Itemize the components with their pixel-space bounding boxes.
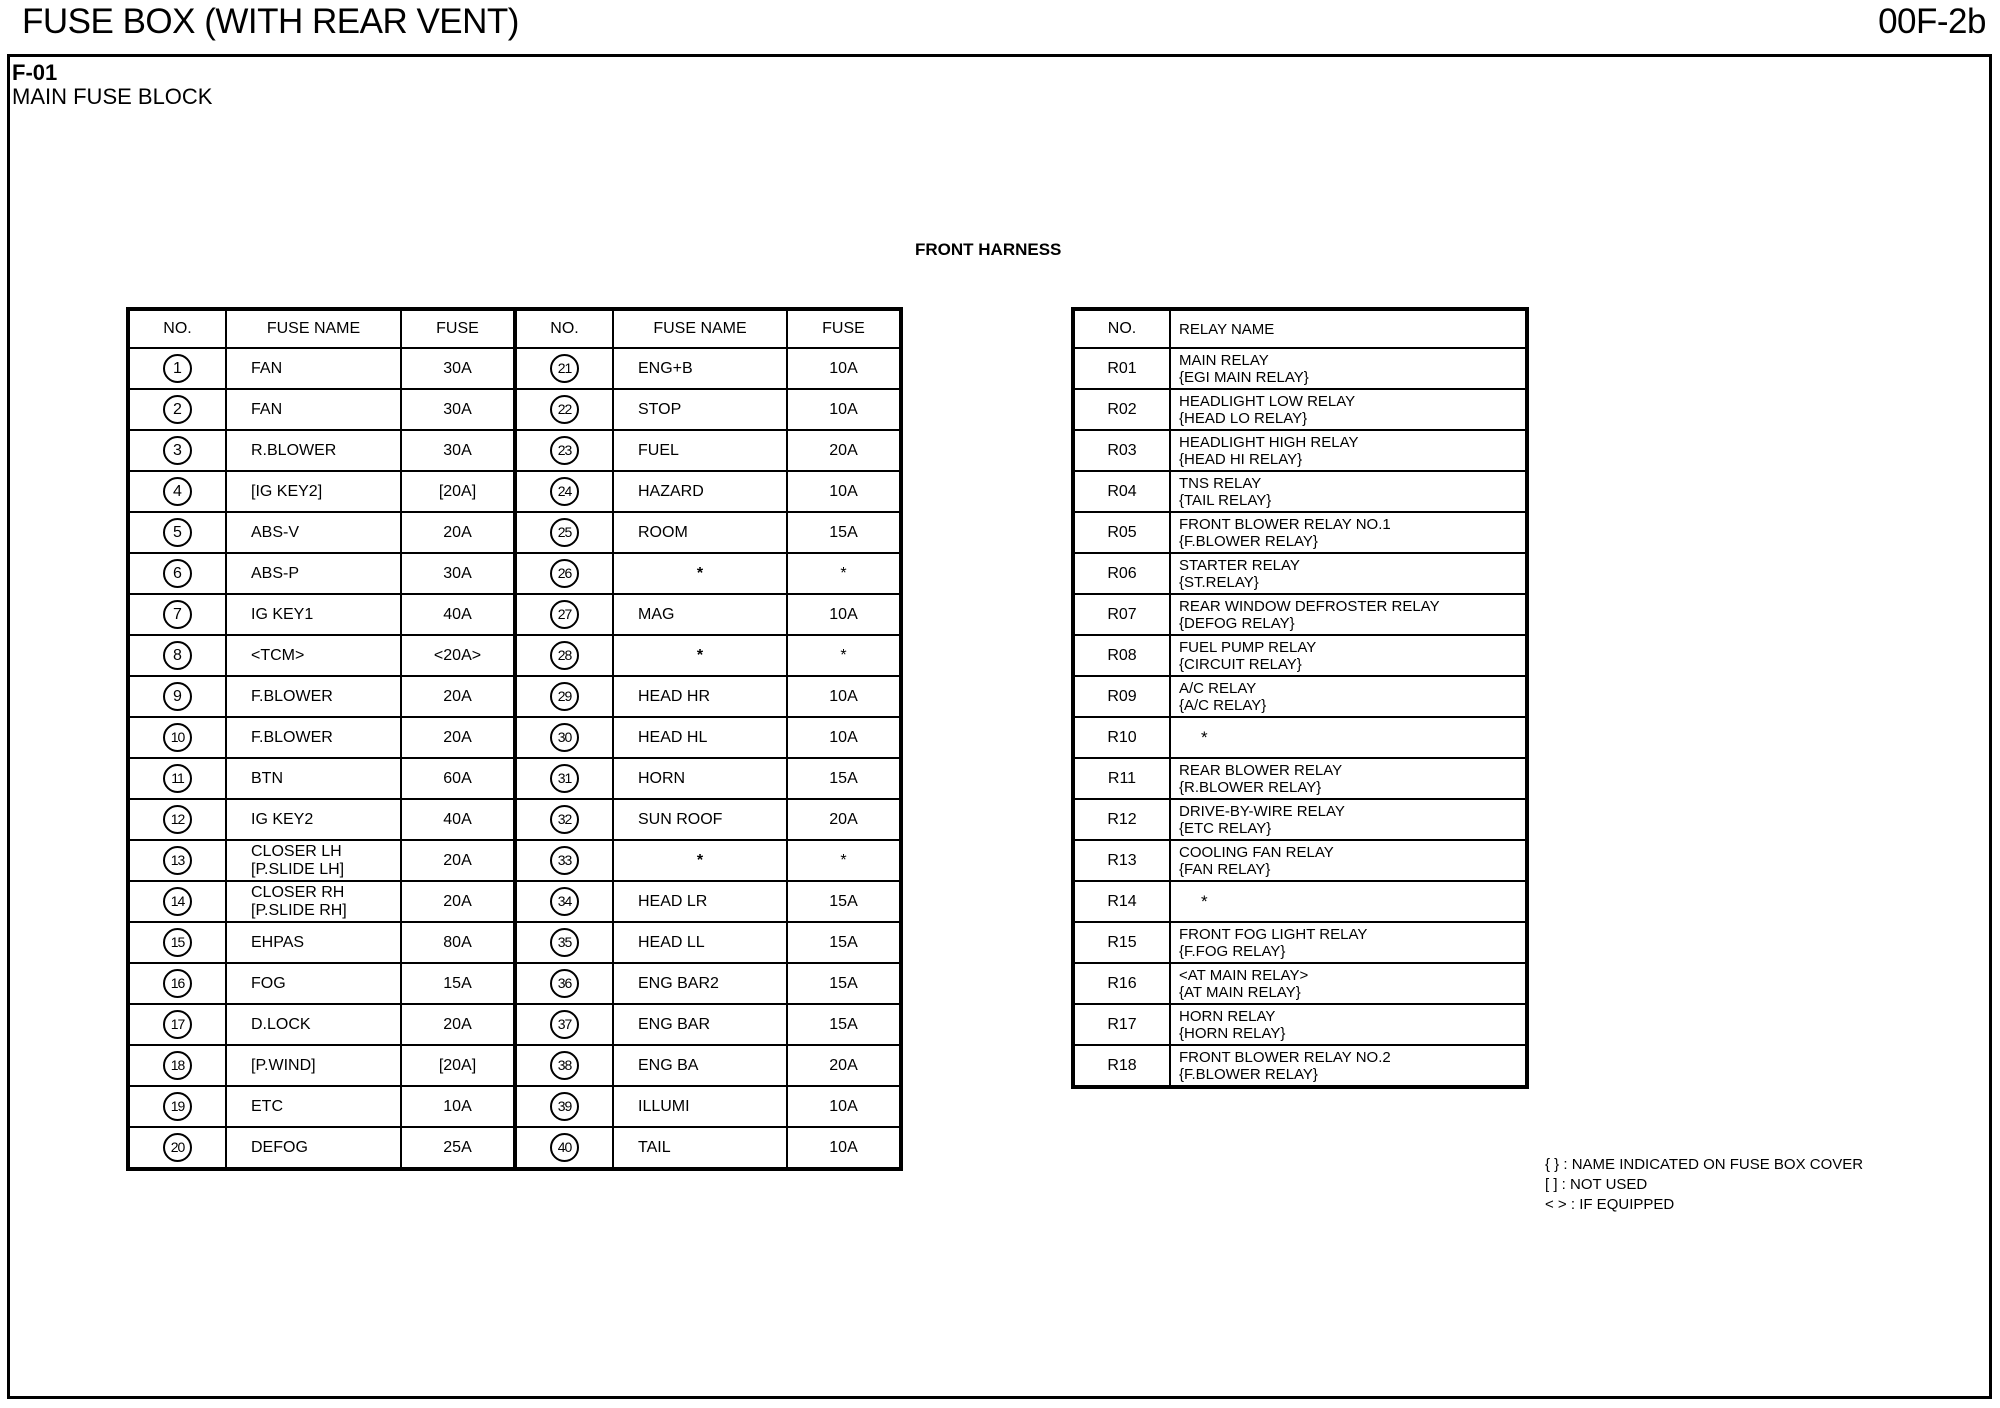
fuse-name: SUN ROOF bbox=[613, 799, 787, 840]
legend-item-brackets: [ ] : NOT USED bbox=[1545, 1176, 1648, 1193]
fuse-name: IG KEY1 bbox=[251, 605, 314, 623]
relay-cover-name: {F.FOG RELAY} bbox=[1179, 942, 1286, 960]
fuse-amperage: * bbox=[787, 840, 901, 881]
relay-name: TNS RELAY bbox=[1179, 474, 1262, 492]
relay-name: DRIVE-BY-WIRE RELAY bbox=[1179, 802, 1345, 820]
fuse-number: 19 bbox=[163, 1092, 192, 1121]
fuse-amperage: 10A bbox=[787, 348, 901, 389]
relay-row bbox=[1073, 1045, 1527, 1087]
fuse-amperage: 10A bbox=[787, 471, 901, 512]
fuse-name: <TCM> bbox=[251, 646, 305, 664]
fuse-name: HAZARD bbox=[613, 471, 787, 512]
fuse-number: 34 bbox=[550, 887, 579, 916]
fuse-number: 4 bbox=[163, 477, 192, 506]
relay-row bbox=[1073, 512, 1527, 553]
fuse-amperage: 15A bbox=[787, 512, 901, 553]
header-fuse: FUSE bbox=[787, 309, 901, 348]
header-fuse-name: FUSE NAME bbox=[226, 309, 401, 348]
fuse-name: ILLUMI bbox=[613, 1086, 787, 1127]
fuse-amperage: 10A bbox=[787, 1127, 901, 1169]
relay-row bbox=[1073, 389, 1527, 430]
fuse-number: 26 bbox=[550, 559, 579, 588]
relay-number: R02 bbox=[1073, 389, 1170, 430]
fuse-number: 35 bbox=[550, 928, 579, 957]
fuse-name: DEFOG bbox=[251, 1138, 308, 1156]
relay-number: R01 bbox=[1073, 348, 1170, 389]
fuse-row bbox=[128, 963, 901, 1004]
fuse-row bbox=[128, 389, 901, 430]
fuse-number: 37 bbox=[550, 1010, 579, 1039]
relay-cover-name: {EGI MAIN RELAY} bbox=[1179, 368, 1309, 386]
fuse-amperage: 30A bbox=[401, 389, 515, 430]
relay-row bbox=[1073, 635, 1527, 676]
fuse-name: HEAD LL bbox=[613, 922, 787, 963]
relay-number: R18 bbox=[1073, 1045, 1170, 1087]
fuse-amperage: 40A bbox=[401, 594, 515, 635]
fuse-name: CLOSER LH bbox=[251, 842, 342, 860]
fuse-number: 20 bbox=[163, 1133, 192, 1162]
fuse-number: 9 bbox=[163, 682, 192, 711]
fuse-amperage: 20A bbox=[787, 1045, 901, 1086]
relay-number: R16 bbox=[1073, 963, 1170, 1004]
relay-row bbox=[1073, 594, 1527, 635]
relay-table-header bbox=[1073, 309, 1527, 348]
relay-name: FRONT FOG LIGHT RELAY bbox=[1179, 925, 1368, 943]
fuse-amperage: <20A> bbox=[401, 635, 515, 676]
fuse-number: 30 bbox=[550, 723, 579, 752]
fuse-number: 8 bbox=[163, 641, 192, 670]
fuse-name: ROOM bbox=[613, 512, 787, 553]
fuse-name: BTN bbox=[251, 769, 283, 787]
relay-number: R08 bbox=[1073, 635, 1170, 676]
fuse-amperage: 25A bbox=[401, 1127, 515, 1169]
relay-cover-name: {DEFOG RELAY} bbox=[1179, 614, 1295, 632]
relay-number: R11 bbox=[1073, 758, 1170, 799]
fuse-amperage: [20A] bbox=[401, 471, 515, 512]
fuse-row bbox=[128, 635, 901, 676]
relay-number: R03 bbox=[1073, 430, 1170, 471]
fuse-name: FOG bbox=[251, 974, 286, 992]
fuse-number: 12 bbox=[163, 805, 192, 834]
relay-cover-name: {CIRCUIT RELAY} bbox=[1179, 655, 1302, 673]
relay-name: REAR WINDOW DEFROSTER RELAY bbox=[1179, 597, 1440, 615]
relay-number: R09 bbox=[1073, 676, 1170, 717]
fuse-name: F.BLOWER bbox=[251, 728, 333, 746]
fuse-amperage: 10A bbox=[787, 389, 901, 430]
header-fuse: FUSE bbox=[401, 309, 515, 348]
relay-number: R06 bbox=[1073, 553, 1170, 594]
fuse-number: 11 bbox=[163, 764, 192, 793]
relay-number: R14 bbox=[1073, 881, 1170, 922]
fuse-name: * bbox=[613, 840, 787, 881]
relay-name: REAR BLOWER RELAY bbox=[1179, 761, 1343, 779]
fuse-row bbox=[128, 1004, 901, 1045]
relay-name: HEADLIGHT LOW RELAY bbox=[1179, 392, 1356, 410]
header-relay-no: NO. bbox=[1073, 309, 1170, 348]
relay-name: * bbox=[1170, 717, 1527, 758]
relay-name: FUEL PUMP RELAY bbox=[1179, 638, 1317, 656]
fuse-number: 5 bbox=[163, 518, 192, 547]
relay-cover-name: {F.BLOWER RELAY} bbox=[1179, 1065, 1318, 1083]
fuse-row bbox=[128, 1045, 901, 1086]
fuse-number: 38 bbox=[550, 1051, 579, 1080]
relay-row bbox=[1073, 553, 1527, 594]
fuse-number: 7 bbox=[163, 600, 192, 629]
fuse-table-header bbox=[128, 309, 901, 348]
fuse-number: 14 bbox=[163, 887, 192, 916]
relay-cover-name: {HEAD HI RELAY} bbox=[1179, 450, 1303, 468]
fuse-number: 22 bbox=[550, 395, 579, 424]
fuse-name: ENG BA bbox=[613, 1045, 787, 1086]
fuse-number: 29 bbox=[550, 682, 579, 711]
fuse-amperage: 20A bbox=[401, 881, 515, 922]
fuse-number: 6 bbox=[163, 559, 192, 588]
fuse-number: 24 bbox=[550, 477, 579, 506]
fuse-row bbox=[128, 717, 901, 758]
relay-name: HORN RELAY bbox=[1179, 1007, 1276, 1025]
fuse-name: FAN bbox=[251, 359, 283, 377]
fuse-name: ENG BAR bbox=[613, 1004, 787, 1045]
fuse-name: HORN bbox=[613, 758, 787, 799]
fuse-amperage: 60A bbox=[401, 758, 515, 799]
fuse-name: ABS-P bbox=[251, 564, 300, 582]
fuse-amperage: * bbox=[787, 553, 901, 594]
relay-row bbox=[1073, 676, 1527, 717]
fuse-name: HEAD LR bbox=[613, 881, 787, 922]
fuse-amperage: 15A bbox=[787, 881, 901, 922]
relay-number: R13 bbox=[1073, 840, 1170, 881]
relay-cover-name: {HORN RELAY} bbox=[1179, 1024, 1286, 1042]
relay-name: COOLING FAN RELAY bbox=[1179, 843, 1334, 861]
fuse-name: HEAD HR bbox=[613, 676, 787, 717]
fuse-amperage: 30A bbox=[401, 348, 515, 389]
fuse-row bbox=[128, 881, 901, 922]
section-id: F-01 bbox=[12, 60, 58, 85]
relay-row bbox=[1073, 471, 1527, 512]
fuse-row bbox=[128, 676, 901, 717]
fuse-amperage: 15A bbox=[787, 963, 901, 1004]
fuse-name: TAIL bbox=[613, 1127, 787, 1169]
relay-number: R04 bbox=[1073, 471, 1170, 512]
relay-number: R15 bbox=[1073, 922, 1170, 963]
relay-name: HEADLIGHT HIGH RELAY bbox=[1179, 433, 1359, 451]
fuse-name: MAG bbox=[613, 594, 787, 635]
fuse-number: 1 bbox=[163, 354, 192, 383]
fuse-amperage: 10A bbox=[787, 1086, 901, 1127]
fuse-amperage: 20A bbox=[787, 799, 901, 840]
fuse-name-alt: [P.SLIDE LH] bbox=[251, 860, 345, 878]
relay-number: R12 bbox=[1073, 799, 1170, 840]
fuse-amperage: 15A bbox=[401, 963, 515, 1004]
relay-row bbox=[1073, 922, 1527, 963]
fuse-row bbox=[128, 348, 901, 389]
fuse-amperage: 20A bbox=[401, 676, 515, 717]
fuse-name: FUEL bbox=[613, 430, 787, 471]
fuse-number: 31 bbox=[550, 764, 579, 793]
relay-cover-name: {TAIL RELAY} bbox=[1179, 491, 1272, 509]
fuse-name: R.BLOWER bbox=[251, 441, 337, 459]
fuse-name: ETC bbox=[251, 1097, 283, 1115]
fuse-name: ENG BAR2 bbox=[613, 963, 787, 1004]
fuse-amperage: 15A bbox=[787, 922, 901, 963]
fuse-amperage: 10A bbox=[787, 594, 901, 635]
fuse-name: IG KEY2 bbox=[251, 810, 314, 828]
fuse-number: 17 bbox=[163, 1010, 192, 1039]
fuse-number: 15 bbox=[163, 928, 192, 957]
fuse-row bbox=[128, 471, 901, 512]
fuse-name: D.LOCK bbox=[251, 1015, 311, 1033]
fuse-row bbox=[128, 922, 901, 963]
header-no: NO. bbox=[128, 309, 226, 348]
relay-row bbox=[1073, 881, 1527, 922]
relay-cover-name: {FAN RELAY} bbox=[1179, 860, 1271, 878]
fuse-number: 10 bbox=[163, 723, 192, 752]
fuse-amperage: 20A bbox=[401, 717, 515, 758]
fuse-amperage: 20A bbox=[401, 840, 515, 881]
fuse-amperage: 15A bbox=[787, 758, 901, 799]
fuse-amperage: * bbox=[787, 635, 901, 676]
fuse-name: HEAD HL bbox=[613, 717, 787, 758]
legend bbox=[1545, 1155, 1863, 1215]
fuse-number: 13 bbox=[163, 846, 192, 875]
fuse-number: 40 bbox=[550, 1133, 579, 1162]
fuse-number: 23 bbox=[550, 436, 579, 465]
fuse-amperage: 20A bbox=[401, 1004, 515, 1045]
fuse-name: * bbox=[613, 553, 787, 594]
relay-name: A/C RELAY bbox=[1179, 679, 1257, 697]
fuse-name: [IG KEY2] bbox=[251, 482, 323, 500]
relay-cover-name: {ETC RELAY} bbox=[1179, 819, 1272, 837]
fuse-row bbox=[128, 1086, 901, 1127]
relay-number: R17 bbox=[1073, 1004, 1170, 1045]
fuse-amperage: 10A bbox=[787, 717, 901, 758]
fuse-row bbox=[128, 512, 901, 553]
relay-row bbox=[1073, 758, 1527, 799]
legend-item-braces: { } : NAME INDICATED ON FUSE BOX COVER bbox=[1545, 1156, 1864, 1173]
fuse-amperage: 30A bbox=[401, 553, 515, 594]
fuse-amperage: [20A] bbox=[401, 1045, 515, 1086]
fuse-number: 32 bbox=[550, 805, 579, 834]
header-relay-name: RELAY NAME bbox=[1170, 309, 1527, 348]
relay-name: <AT MAIN RELAY> bbox=[1179, 966, 1309, 984]
fuse-amperage: 20A bbox=[401, 512, 515, 553]
fuse-number: 2 bbox=[163, 395, 192, 424]
relay-name: FRONT BLOWER RELAY NO.2 bbox=[1179, 1048, 1391, 1066]
fuse-name: ENG+B bbox=[613, 348, 787, 389]
fuse-number: 28 bbox=[550, 641, 579, 670]
fuse-row bbox=[128, 840, 901, 881]
relay-name: * bbox=[1170, 881, 1527, 922]
fuse-row bbox=[128, 594, 901, 635]
relay-name: MAIN RELAY bbox=[1179, 351, 1269, 369]
fuse-number: 18 bbox=[163, 1051, 192, 1080]
header-fuse-name: FUSE NAME bbox=[613, 309, 787, 348]
relay-cover-name: {AT MAIN RELAY} bbox=[1179, 983, 1301, 1001]
relay-number: R10 bbox=[1073, 717, 1170, 758]
relay-name: STARTER RELAY bbox=[1179, 556, 1300, 574]
relay-row bbox=[1073, 1004, 1527, 1045]
relay-name: FRONT BLOWER RELAY NO.1 bbox=[1179, 515, 1391, 533]
fuse-row bbox=[128, 430, 901, 471]
fuse-amperage: 40A bbox=[401, 799, 515, 840]
relay-row bbox=[1073, 799, 1527, 840]
relay-row bbox=[1073, 348, 1527, 389]
relay-cover-name: {F.BLOWER RELAY} bbox=[1179, 532, 1318, 550]
relay-row bbox=[1073, 430, 1527, 471]
fuse-amperage: 10A bbox=[401, 1086, 515, 1127]
fuse-name: [P.WIND] bbox=[251, 1056, 316, 1074]
fuse-number: 39 bbox=[550, 1092, 579, 1121]
fuse-amperage: 20A bbox=[787, 430, 901, 471]
relay-row bbox=[1073, 963, 1527, 1004]
harness-label: FRONT HARNESS bbox=[915, 240, 1062, 259]
relay-cover-name: {R.BLOWER RELAY} bbox=[1179, 778, 1322, 796]
fuse-table bbox=[126, 307, 903, 1171]
fuse-name: EHPAS bbox=[251, 933, 305, 951]
fuse-row bbox=[128, 1127, 901, 1169]
fuse-name: FAN bbox=[251, 400, 283, 418]
fuse-name: STOP bbox=[613, 389, 787, 430]
fuse-name: F.BLOWER bbox=[251, 687, 333, 705]
header-no: NO. bbox=[515, 309, 613, 348]
section-name: MAIN FUSE BLOCK bbox=[12, 84, 213, 109]
fuse-number: 27 bbox=[550, 600, 579, 629]
fuse-number: 21 bbox=[550, 354, 579, 383]
fuse-name: CLOSER RH bbox=[251, 883, 345, 901]
fuse-name: ABS-V bbox=[251, 523, 300, 541]
fuse-amperage: 10A bbox=[787, 676, 901, 717]
fuse-amperage: 15A bbox=[787, 1004, 901, 1045]
relay-table bbox=[1071, 307, 1529, 1089]
relay-row bbox=[1073, 840, 1527, 881]
page-title: FUSE BOX (WITH REAR VENT) bbox=[22, 2, 519, 41]
document-code: 00F-2b bbox=[1878, 2, 1986, 41]
relay-cover-name: {A/C RELAY} bbox=[1179, 696, 1267, 714]
fuse-number: 3 bbox=[163, 436, 192, 465]
fuse-name: * bbox=[613, 635, 787, 676]
fuse-number: 36 bbox=[550, 969, 579, 998]
relay-row bbox=[1073, 717, 1527, 758]
relay-number: R05 bbox=[1073, 512, 1170, 553]
fuse-number: 33 bbox=[550, 846, 579, 875]
relay-number: R07 bbox=[1073, 594, 1170, 635]
fuse-number: 16 bbox=[163, 969, 192, 998]
fuse-row bbox=[128, 799, 901, 840]
legend-item-angle: < > : IF EQUIPPED bbox=[1545, 1196, 1675, 1213]
fuse-number: 25 bbox=[550, 518, 579, 547]
fuse-amperage: 30A bbox=[401, 430, 515, 471]
fuse-row bbox=[128, 553, 901, 594]
fuse-amperage: 80A bbox=[401, 922, 515, 963]
relay-cover-name: {ST.RELAY} bbox=[1179, 573, 1259, 591]
fuse-row bbox=[128, 758, 901, 799]
fuse-name-alt: [P.SLIDE RH] bbox=[251, 901, 347, 919]
relay-cover-name: {HEAD LO RELAY} bbox=[1179, 409, 1308, 427]
